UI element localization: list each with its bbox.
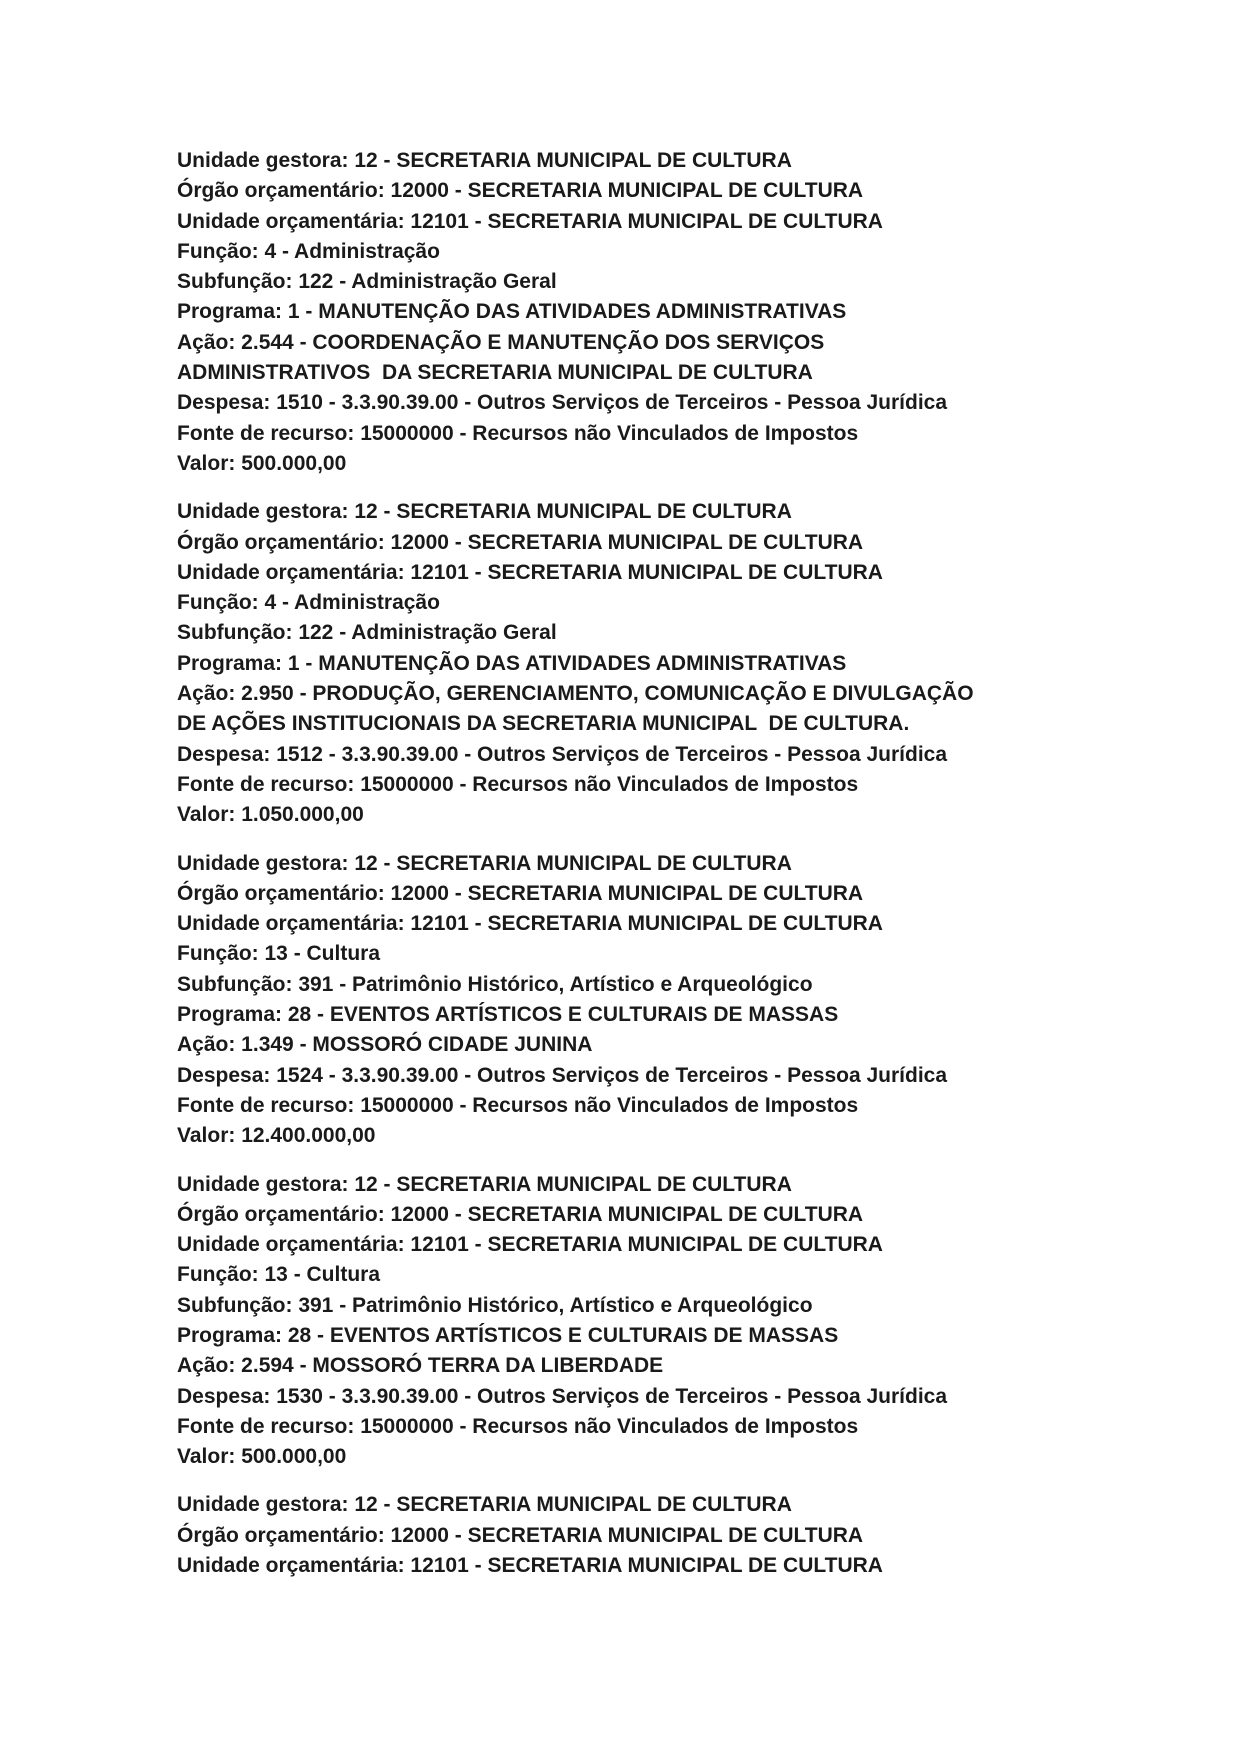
budget-entry-line: Unidade gestora: 12 - SECRETARIA MUNICIPAL DE CULTURA <box>177 149 792 172</box>
budget-entry <box>177 146 1157 479</box>
budget-entry-line: Valor: 1.050.000,00 <box>177 803 364 827</box>
budget-entry-line: Unidade gestora: 12 - SECRETARIA MUNICIPAL DE CULTURA <box>177 500 792 524</box>
budget-entry <box>177 1490 1157 1581</box>
budget-entry <box>177 497 1157 830</box>
budget-entry-line: Órgão orçamentário: 12000 - SECRETARIA MUNICIPAL DE CULTURA <box>177 179 864 203</box>
budget-entry-line: Programa: 1 - MANUTENÇÃO DAS ATIVIDADES ADMINISTRATIVAS <box>177 651 847 675</box>
budget-entry-line: Programa: 1 - MANUTENÇÃO DAS ATIVIDADES ADMINISTRATIVAS <box>177 300 847 324</box>
budget-entry-line: Função: 4 - Administração <box>177 591 440 615</box>
budget-entry-line: Ação: 2.594 - MOSSORÓ TERRA DA LIBERDADE <box>177 1354 664 1378</box>
budget-entry-line: Subfunção: 391 - Patrimônio Histórico, Artístico e Arqueológico <box>177 972 813 996</box>
document-body <box>177 146 1157 1599</box>
budget-entry-line: Unidade gestora: 12 - SECRETARIA MUNICIPAL DE CULTURA <box>177 1493 792 1517</box>
budget-entry-line: Subfunção: 391 - Patrimônio Histórico, Artístico e Arqueológico <box>177 1293 813 1317</box>
budget-entry-line: Ação: 2.544 - COORDENAÇÃO E MANUTENÇÃO DOS SERVIÇOS <box>177 330 825 354</box>
budget-entry-line: Unidade gestora: 12 - SECRETARIA MUNICIPAL DE CULTURA <box>177 1172 792 1196</box>
budget-entry-line: Despesa: 1524 - 3.3.90.39.00 - Outros Serviços de Terceiros - Pessoa Jurídica <box>177 1063 948 1087</box>
budget-entry-line: Órgão orçamentário: 12000 - SECRETARIA MUNICIPAL DE CULTURA <box>177 1202 864 1226</box>
budget-entry-line: Função: 13 - Cultura <box>177 1263 381 1287</box>
budget-entry-line: Fonte de recurso: 15000000 - Recursos não Vinculados de Impostos <box>177 1093 859 1117</box>
budget-entry-line: Despesa: 1510 - 3.3.90.39.00 - Outros Serviços de Terceiros - Pessoa Jurídica <box>177 391 948 415</box>
budget-entry-line: Valor: 12.400.000,00 <box>177 1124 376 1148</box>
budget-entry-line: Unidade orçamentária: 12101 - SECRETARIA MUNICIPAL DE CULTURA <box>177 912 883 936</box>
budget-entry-line: Valor: 500.000,00 <box>177 1445 347 1469</box>
budget-entry-line: Fonte de recurso: 15000000 - Recursos não Vinculados de Impostos <box>177 1414 859 1438</box>
budget-entry-line: Valor: 500.000,00 <box>177 451 347 475</box>
budget-entry-line: Despesa: 1530 - 3.3.90.39.00 - Outros Serviços de Terceiros - Pessoa Jurídica <box>177 1384 948 1408</box>
budget-entry-line: Unidade gestora: 12 - SECRETARIA MUNICIPAL DE CULTURA <box>177 851 792 875</box>
budget-entry-line: Despesa: 1512 - 3.3.90.39.00 - Outros Serviços de Terceiros - Pessoa Jurídica <box>177 742 948 766</box>
budget-entry-line: Fonte de recurso: 15000000 - Recursos não Vinculados de Impostos <box>177 421 859 445</box>
budget-entry-line: Unidade orçamentária: 12101 - SECRETARIA MUNICIPAL DE CULTURA <box>177 209 883 233</box>
budget-entry-line: Função: 4 - Administração <box>177 239 440 263</box>
budget-entry-line: Órgão orçamentário: 12000 - SECRETARIA MUNICIPAL DE CULTURA <box>177 530 864 554</box>
budget-entry-line: DE AÇÕES INSTITUCIONAIS DA SECRETARIA MUNICIPAL DE CULTURA. <box>177 712 910 736</box>
budget-entry-line: Programa: 28 - EVENTOS ARTÍSTICOS E CULTURAIS DE MASSAS <box>177 1323 839 1347</box>
budget-entry-line: Órgão orçamentário: 12000 - SECRETARIA MUNICIPAL DE CULTURA <box>177 1523 864 1547</box>
budget-entry-line: Fonte de recurso: 15000000 - Recursos não Vinculados de Impostos <box>177 772 859 796</box>
budget-entry <box>177 849 1157 1152</box>
budget-entry-line: Programa: 28 - EVENTOS ARTÍSTICOS E CULTURAIS DE MASSAS <box>177 1003 839 1027</box>
budget-entry-line: Ação: 2.950 - PRODUÇÃO, GERENCIAMENTO, COMUNICAÇÃO E DIVULGAÇÃO <box>177 682 974 706</box>
budget-entry-line: Unidade orçamentária: 12101 - SECRETARIA MUNICIPAL DE CULTURA <box>177 1233 883 1257</box>
budget-entry-line: Unidade orçamentária: 12101 - SECRETARIA MUNICIPAL DE CULTURA <box>177 1554 883 1578</box>
budget-entry <box>177 1170 1157 1473</box>
budget-entry-line: Função: 13 - Cultura <box>177 942 381 966</box>
budget-entry-line: Subfunção: 122 - Administração Geral <box>177 621 557 645</box>
budget-entry-line: Ação: 1.349 - MOSSORÓ CIDADE JUNINA <box>177 1033 593 1057</box>
budget-entry-line: Órgão orçamentário: 12000 - SECRETARIA MUNICIPAL DE CULTURA <box>177 881 864 905</box>
budget-entry-line: Unidade orçamentária: 12101 - SECRETARIA MUNICIPAL DE CULTURA <box>177 560 883 584</box>
budget-entry-line: ADMINISTRATIVOS DA SECRETARIA MUNICIPAL DE CULTURA <box>177 361 813 385</box>
budget-entry-line: Subfunção: 122 - Administração Geral <box>177 270 557 294</box>
